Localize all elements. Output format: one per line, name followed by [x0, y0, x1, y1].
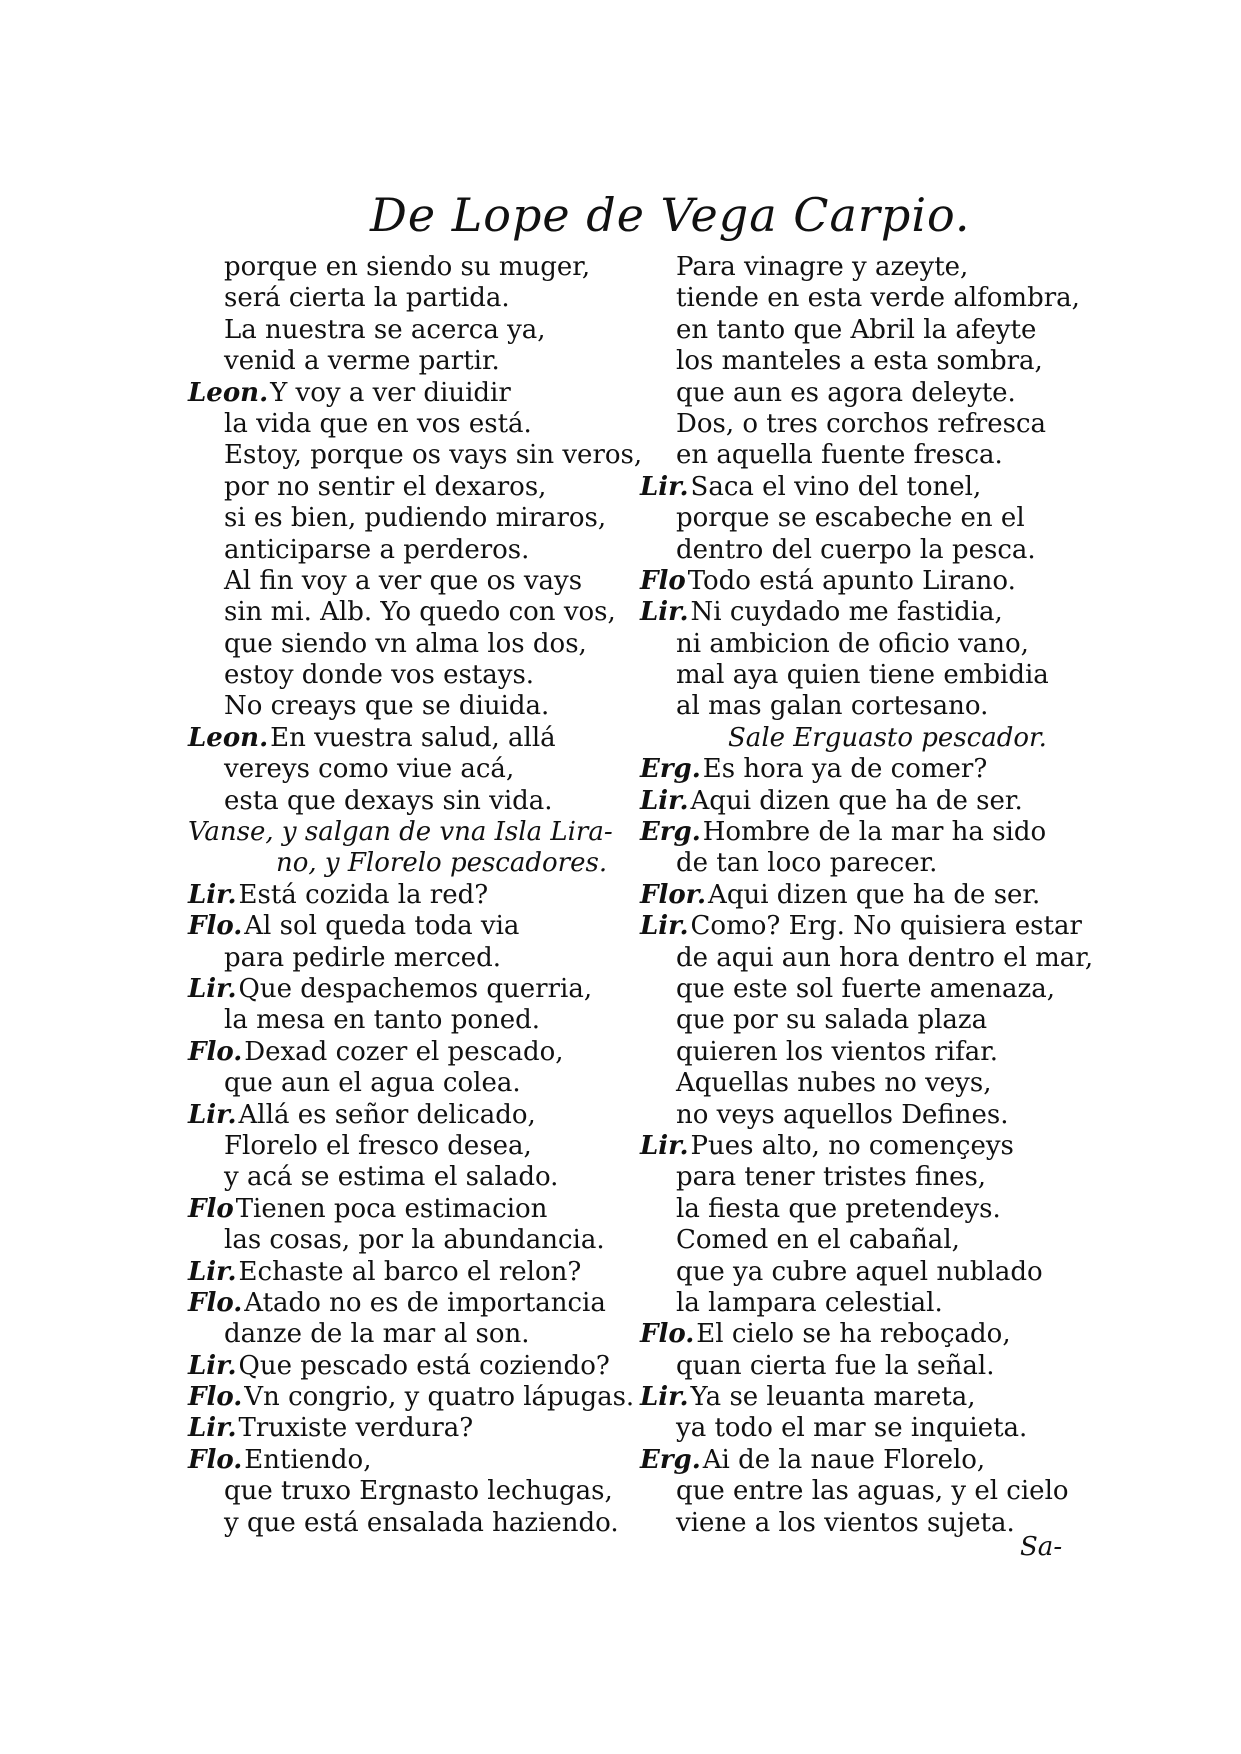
verse-text: venid a verme partir. [224, 346, 500, 377]
verse-line [640, 1413, 1070, 1444]
verse-line [188, 754, 638, 785]
verse-line [640, 723, 1070, 754]
verse-text: Para vinagre y azeyte, [676, 252, 969, 282]
verse-text: Todo está apunto Lirano. [687, 565, 1016, 596]
speaker-label: Lir. [188, 1099, 237, 1130]
verse-line [640, 691, 1070, 722]
verse-text: dentro del cuerpo la pesca. [676, 534, 1036, 565]
verse-text: viene a los vientos sujeta. [676, 1507, 1015, 1538]
speaker-label: Flo. [188, 1444, 243, 1475]
verse-text: Aquellas nubes no veys, [676, 1068, 992, 1099]
verse-text: Que pescado está coziendo? [238, 1350, 610, 1381]
speaker-label: Lir. [188, 1350, 237, 1381]
verse-line [188, 943, 638, 974]
verse-line [640, 848, 1070, 879]
left-column [188, 252, 643, 1539]
verse-line [188, 1382, 638, 1413]
verse-line [640, 597, 1070, 628]
verse-text: al mas galan cortesano. [676, 691, 989, 722]
verse-text: Sale Erguasto pescador. [728, 722, 1047, 753]
verse-text: en tanto que Abril la afeyte [676, 314, 1037, 345]
speaker-label: Leon. [188, 377, 269, 408]
speaker-label: Lir. [640, 1130, 689, 1161]
verse-line [640, 942, 1094, 974]
verse-line [640, 817, 1070, 848]
verse-text: En vuestra salud, allá [270, 722, 556, 753]
verse-line [188, 1037, 638, 1068]
verse-line [188, 1194, 638, 1225]
verse-text: no, y Florelo pescadores. [276, 848, 608, 879]
verse-line [188, 409, 638, 440]
verse-line [188, 1131, 638, 1162]
verse-line [188, 817, 638, 848]
verse-text: la mesa en tanto poned. [224, 1005, 541, 1036]
verse-text: Estoy, porque os vays sin veros, [224, 440, 643, 471]
verse-text: no veys aquellos Defines. [676, 1099, 1009, 1130]
verse-line [188, 1319, 638, 1350]
verse-line [640, 1037, 1070, 1068]
verse-line [188, 1445, 638, 1476]
verse-line [188, 346, 638, 377]
verse-line [188, 252, 638, 283]
verse-text: que entre las aguas, y el cielo [676, 1476, 1069, 1507]
verse-text: Dexad cozer el pescado, [244, 1036, 564, 1067]
verse-text: Truxiste verdura? [238, 1413, 474, 1444]
verse-text: para tener tristes fines, [676, 1162, 987, 1193]
verse-line [188, 723, 638, 754]
verse-text: mal aya quien tiene embidia [676, 660, 1049, 691]
verse-text: anticiparse a perderos. [224, 534, 530, 565]
verse-text: Que despachemos querria, [238, 973, 593, 1004]
verse-text: Dos, o tres corchos refresca [676, 408, 1047, 439]
verse-line [188, 1351, 638, 1382]
verse-text: Comed en el cabañal, [676, 1225, 960, 1256]
verse-line [640, 1005, 1070, 1036]
verse-text: y acá se estima el salado. [224, 1162, 559, 1193]
verse-text: Es hora ya de comer? [702, 754, 988, 785]
verse-text: en aquella fuente fresca. [676, 440, 1003, 471]
verse-line [188, 440, 643, 471]
verse-line [640, 315, 1070, 346]
verse-line [640, 1476, 1070, 1507]
verse-text: Al fin voy a ver que os vays [224, 565, 583, 596]
verse-text: Florelo el fresco desea, [224, 1130, 532, 1161]
verse-text: que por su salada plaza [676, 1005, 988, 1036]
verse-line [188, 1005, 638, 1036]
verse-text: estoy donde vos estays. [224, 660, 535, 691]
speaker-label: Lir. [640, 471, 689, 502]
catchword: Sa- [1020, 1532, 1063, 1562]
verse-line [640, 1445, 1070, 1476]
speaker-label: Lir. [640, 597, 689, 628]
verse-line [640, 1351, 1070, 1382]
verse-line [640, 974, 1070, 1005]
speaker-label: Lir. [188, 879, 237, 910]
verse-line [188, 1413, 638, 1444]
speaker-label: Flo [640, 565, 686, 596]
verse-line [640, 472, 1070, 503]
verse-text: las cosas, por la abundancia. [224, 1225, 605, 1256]
speaker-label: Flo. [188, 1382, 243, 1413]
verse-text: danze de la mar al son. [224, 1319, 530, 1350]
verse-text: ya todo el mar se inquieta. [676, 1413, 1028, 1444]
verse-text: sin mi. Alb. Yo quedo con vos, [224, 597, 616, 628]
verse-line [188, 472, 638, 503]
speaker-label: Flo. [188, 1036, 243, 1067]
verse-line [188, 1225, 638, 1256]
verse-text: si es bien, pudiendo miraros, [224, 503, 607, 534]
verse-text: que aun el agua colea. [224, 1068, 521, 1099]
verse-text: tiende en esta verde alfombra, [676, 283, 1080, 314]
verse-line [188, 378, 638, 409]
verse-line [640, 1288, 1070, 1319]
verse-text: de tan loco parecer. [676, 848, 938, 879]
verse-text: Atado no es de importancia [244, 1287, 606, 1318]
verse-text: Ya se leuanta mareta, [690, 1382, 976, 1413]
verse-line [640, 1382, 1070, 1413]
verse-text: Saca el vino del tonel, [690, 471, 982, 502]
verse-line [188, 629, 638, 660]
verse-text: quieren los vientos rifar. [676, 1036, 999, 1067]
verse-text: Echaste al barco el relon? [238, 1256, 582, 1287]
verse-line [188, 1288, 638, 1319]
verse-line [188, 597, 638, 628]
verse-line [640, 629, 1070, 660]
speaker-label: Erg. [640, 1444, 701, 1475]
verse-text: que este sol fuerte amenaza, [676, 973, 1055, 1004]
speaker-label: Lir. [640, 1382, 689, 1413]
verse-text: Y voy a ver diuidir [270, 377, 511, 408]
verse-line [640, 440, 1070, 471]
verse-line [188, 283, 638, 314]
verse-line [640, 566, 1070, 597]
verse-text: Ni cuydado me fastidia, [690, 597, 1003, 628]
verse-line [640, 1319, 1070, 1350]
verse-text: Aqui dizen que ha de ser. [708, 879, 1041, 910]
verse-text: Hombre de la mar ha sido [702, 817, 1047, 848]
verse-text: ni ambicion de oficio vano, [676, 628, 1029, 659]
verse-line [640, 283, 1080, 314]
verse-line [640, 786, 1070, 817]
verse-line [640, 409, 1070, 440]
verse-line [640, 754, 1070, 785]
verse-line [188, 1100, 638, 1131]
verse-text: Vanse, y salgan de vna Isla Lira- [188, 817, 613, 848]
speaker-label: Erg. [640, 817, 701, 848]
verse-line [640, 1194, 1070, 1225]
speaker-label: Leon. [188, 722, 269, 753]
verse-text: que siendo vn alma los dos, [224, 628, 587, 659]
verse-line [188, 503, 638, 534]
speaker-label: Lir. [188, 973, 237, 1004]
verse-line [640, 346, 1070, 377]
verse-text: porque se escabeche en el [676, 503, 1025, 534]
verse-text: la vida que en vos está. [224, 408, 532, 439]
verse-text: que ya cubre aquel nublado [676, 1256, 1043, 1287]
speaker-label: Lir. [640, 911, 689, 942]
verse-line [188, 1257, 638, 1288]
verse-text: Allá es señor delicado, [238, 1099, 536, 1130]
right-column [640, 252, 1094, 1539]
verse-line [640, 880, 1070, 911]
verse-line [640, 535, 1070, 566]
verse-text: la lampara celestial. [676, 1287, 943, 1318]
verse-line [640, 1100, 1070, 1131]
verse-line [640, 1068, 1070, 1099]
verse-text: vereys como viue acá, [224, 754, 515, 785]
speaker-label: Lir. [188, 1413, 237, 1444]
verse-text: que aun es agora deleyte. [676, 377, 1016, 408]
speaker-label: Flo [188, 1193, 234, 1224]
verse-line [640, 1131, 1070, 1162]
speaker-label: Lir. [640, 785, 689, 816]
verse-text: esta que dexays sin vida. [224, 785, 553, 816]
verse-text: La nuestra se acerca ya, [224, 314, 546, 345]
speaker-label: Erg. [640, 754, 701, 785]
verse-line [188, 315, 638, 346]
verse-text: El cielo se ha reboçado, [696, 1319, 1011, 1350]
verse-line [188, 1476, 638, 1507]
verse-text: Vn congrio, y quatro lápugas. [244, 1382, 635, 1413]
verse-line [188, 974, 638, 1005]
verse-line [640, 503, 1070, 534]
verse-line [640, 911, 1082, 942]
verse-text: los manteles a esta sombra, [676, 346, 1043, 377]
running-head: De Lope de Vega Carpio. [370, 188, 971, 242]
verse-line [188, 660, 638, 691]
verse-line [640, 1162, 1070, 1193]
verse-text: de aqui aun hora dentro el mar, [676, 942, 1094, 973]
verse-text: Entiendo, [244, 1444, 372, 1475]
verse-text: y que está ensalada haziendo. [224, 1507, 619, 1538]
verse-line [188, 848, 638, 879]
verse-text: será cierta la partida. [224, 283, 510, 314]
verse-line [640, 1225, 1070, 1256]
verse-line [188, 566, 638, 597]
verse-line [188, 1068, 638, 1099]
verse-line [188, 911, 638, 942]
verse-text: Tienen poca estimacion [235, 1193, 548, 1224]
verse-text: Aqui dizen que ha de ser. [690, 785, 1023, 816]
verse-text: la fiesta que pretendeys. [676, 1193, 1001, 1224]
verse-text: No creays que se diuida. [224, 691, 550, 722]
verse-text: porque en siendo su muger, [224, 252, 591, 282]
speaker-label: Flo. [188, 1287, 243, 1318]
verse-line [188, 786, 638, 817]
verse-line [188, 1508, 638, 1539]
verse-line [188, 691, 638, 722]
verse-text: Ai de la naue Florelo, [702, 1444, 986, 1475]
speaker-label: Flo. [640, 1319, 695, 1350]
verse-line [640, 1257, 1070, 1288]
verse-text: que truxo Ergnasto lechugas, [224, 1476, 613, 1507]
speaker-label: Flo. [188, 911, 243, 942]
verse-text: Como? Erg. No quisiera estar [690, 911, 1082, 942]
verse-text: por no sentir el dexaros, [224, 471, 547, 502]
speaker-label: Flor. [640, 879, 707, 910]
verse-line [188, 535, 638, 566]
verse-text: Está cozida la red? [238, 879, 489, 910]
verse-text: para pedirle merced. [224, 942, 502, 973]
verse-line [640, 1508, 1070, 1539]
verse-line [640, 660, 1070, 691]
verse-line [188, 1162, 638, 1193]
verse-line [188, 880, 638, 911]
verse-text: quan cierta fue la señal. [676, 1350, 995, 1381]
verse-line [640, 378, 1070, 409]
speaker-label: Lir. [188, 1256, 237, 1287]
verse-text: Pues alto, no començeys [690, 1130, 1014, 1161]
verse-line [640, 252, 1070, 283]
verse-text: Al sol queda toda via [244, 911, 520, 942]
